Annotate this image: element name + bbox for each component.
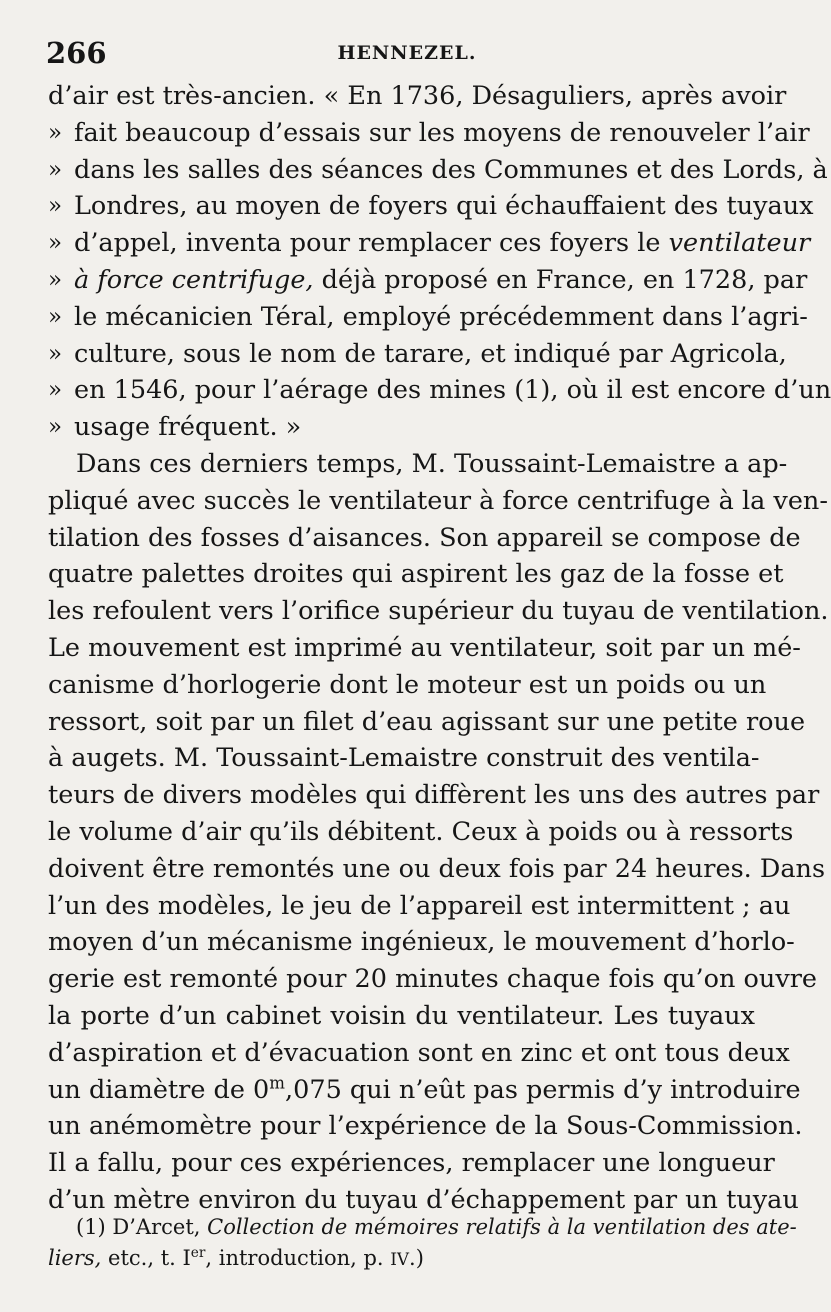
quote-mark: » <box>48 303 63 330</box>
text-run: Le mouvement est imprimé au ventilateur, soit par un mé- <box>48 632 801 663</box>
text-run: culture, sous le nom de tarare, et indiqué par Agricola, <box>74 338 787 369</box>
text-line <box>48 1072 801 1109</box>
text-line <box>48 630 801 667</box>
text-run: quatre palettes droites qui aspirent les gaz de la fosse et <box>48 559 784 590</box>
text-run: ressort, soit par un filet d’eau agissant sur une petite roue <box>48 706 806 737</box>
quote-mark: » <box>48 119 63 146</box>
text-run: à augets. M. Toussaint-Lemaistre construit des ventila- <box>48 743 760 774</box>
text-run: etc., t. I <box>101 1246 191 1270</box>
text-run: Collection de mémoires relatifs à la ventilation des ate- <box>207 1215 797 1239</box>
text-line <box>48 78 787 115</box>
text-run: teurs de divers modèles qui diffèrent les uns des autres par <box>48 780 820 811</box>
quote-mark: » <box>48 193 63 220</box>
text-run: .) <box>409 1246 424 1270</box>
text-run: tilation des fosses d’aisances. Son appareil se compose de <box>48 522 801 553</box>
body-text <box>48 78 831 1219</box>
text-run: IV <box>390 1249 410 1269</box>
text-run: d’appel, inventa pour remplacer ces foyers le <box>74 228 669 259</box>
text-line <box>48 740 760 777</box>
text-line <box>48 299 808 336</box>
quote-mark: » <box>48 377 63 404</box>
text-run: le volume d’air qu’ils débitent. Ceux à poids ou à ressorts <box>48 816 794 847</box>
footnote-line <box>48 1212 797 1243</box>
text-line <box>48 262 808 299</box>
text-run: Il a fallu, pour ces expériences, remplacer une longueur <box>48 1148 775 1179</box>
text-line <box>48 704 806 741</box>
text-run: d’aspiration et d’évacuation sont en zinc et ont tous deux <box>48 1037 790 1068</box>
text-run: un anémomètre pour l’expérience de la Sous-Commission. <box>48 1111 803 1142</box>
text-line <box>48 961 818 998</box>
footnote-separator <box>48 1202 755 1203</box>
text-line <box>48 888 791 925</box>
text-run: canisme d’horlogerie dont le moteur est un poids ou un <box>48 669 767 700</box>
text-line <box>48 924 795 961</box>
text-line <box>48 372 831 409</box>
text-run: ,075 qui n’eût pas permis d’y introduire <box>285 1074 801 1105</box>
text-run: l’un des modèles, le jeu de l’appareil est intermittent ; au <box>48 890 791 921</box>
text-run: (1) D’Arcet, <box>76 1215 208 1239</box>
text-run: fait beaucoup d’essais sur les moyens de renouveler l’air <box>74 117 810 148</box>
quote-mark: » <box>48 414 63 441</box>
quote-mark: » <box>48 156 63 183</box>
text-run: Dans ces derniers temps, M. Toussaint-Lemaistre a ap- <box>76 448 788 479</box>
text-line <box>48 998 755 1035</box>
text-line <box>48 593 829 630</box>
text-run: d’air est très-ancien. « En 1736, Désaguliers, après avoir <box>48 81 787 111</box>
running-head: HENNEZEL. <box>337 42 477 64</box>
page-header <box>46 36 758 76</box>
footnote <box>48 1212 797 1274</box>
text-line <box>48 483 828 520</box>
page-number: 266 <box>46 36 107 70</box>
text-line <box>48 1035 790 1072</box>
text-run: Londres, au moyen de foyers qui échauffaient des tuyaux <box>74 191 814 222</box>
text-run: d’un mètre environ du tuyau d’échappement par un tuyau <box>48 1184 799 1215</box>
text-line <box>48 814 794 851</box>
text-run: à force centrifuge, <box>74 264 314 295</box>
text-run: usage fréquent. » <box>74 412 302 443</box>
quote-mark: » <box>48 266 63 293</box>
text-run: gerie est remonté pour 20 minutes chaque fois qu’on ouvre <box>48 964 818 995</box>
text-run: en 1546, pour l’aérage des mines (1), où il est encore d’un <box>74 375 831 406</box>
text-line <box>48 1108 803 1145</box>
text-run: moyen d’un mécanisme ingénieux, le mouvement d’horlo- <box>48 927 795 958</box>
text-line <box>48 409 755 446</box>
text-run: doivent être remontés une ou deux fois par 24 heures. Dans <box>48 853 826 884</box>
text-run: les refoulent vers l’orifice supérieur du tuyau de ventilation. <box>48 596 829 627</box>
text-run: dans les salles des séances des Communes et des Lords, à <box>74 154 828 185</box>
text-line <box>48 851 826 888</box>
text-line <box>48 520 801 557</box>
text-run: le mécanicien Téral, employé précédemment dans l’agri- <box>74 301 808 332</box>
text-run: ventilateur <box>668 228 811 259</box>
text-run: er <box>190 1245 206 1261</box>
text-line <box>48 777 820 814</box>
text-run: , introduction, p. <box>205 1246 391 1270</box>
text-line <box>48 225 811 262</box>
text-run: liers, <box>48 1246 102 1270</box>
text-line <box>48 1145 775 1182</box>
quote-mark: » <box>48 340 63 367</box>
text-line <box>48 446 788 483</box>
text-run: m <box>269 1073 286 1093</box>
text-line <box>48 115 810 152</box>
text-line <box>48 556 784 593</box>
text-line <box>48 188 814 225</box>
quote-mark: » <box>48 230 63 257</box>
text-line <box>48 336 787 373</box>
text-run: un diamètre de 0 <box>48 1074 270 1105</box>
text-run: pliqué avec succès le ventilateur à force centrifuge à la ven- <box>48 485 828 516</box>
text-line <box>48 152 828 189</box>
footnote-line <box>48 1243 755 1274</box>
text-run: la porte d’un cabinet voisin du ventilateur. Les tuyaux <box>48 1000 755 1031</box>
text-line <box>48 667 767 704</box>
text-run: déjà proposé en France, en 1728, par <box>313 264 808 295</box>
